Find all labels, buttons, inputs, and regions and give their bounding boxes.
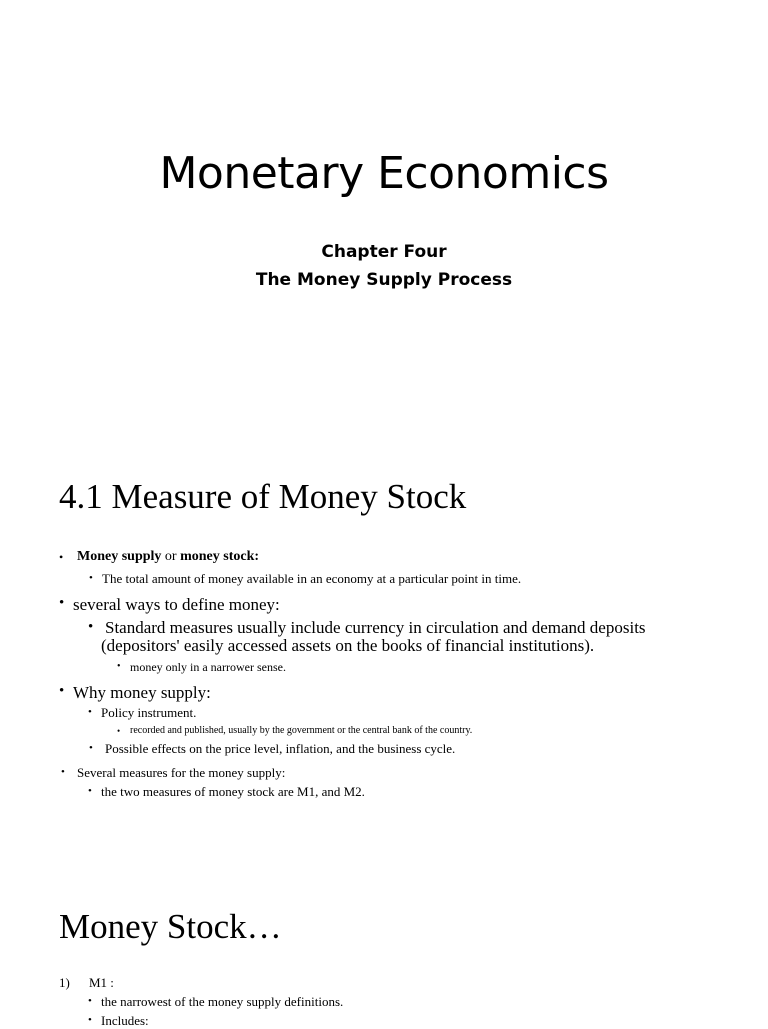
bullet-icon: •: [117, 726, 121, 736]
money-supply-term: Money supply: [77, 549, 162, 564]
narrower-sense-text: money only in a narrower sense.: [130, 660, 286, 674]
standard-measures-line2: (depositors' easily accessed assets on the books of financial institutions).: [101, 636, 595, 655]
slide-title: 4.1 Measure of Money Stock: [59, 477, 467, 516]
narrowest-definition-text: the narrowest of the money supply definitions.: [101, 994, 344, 1009]
or-text: or: [161, 549, 181, 564]
title-slide: [0, 0, 768, 440]
money-stock-slide: [0, 885, 768, 1028]
m1-label: M1 :: [89, 975, 114, 990]
several-measures-text: Several measures for the money supply:: [77, 765, 286, 780]
bullet-icon: •: [89, 572, 93, 584]
why-money-supply-text: Why money supply:: [73, 683, 211, 702]
bullet-icon: •: [59, 550, 64, 564]
bullet-icon: •: [88, 619, 94, 635]
two-measures-text: the two measures of money stock are M1, and M2.: [101, 784, 365, 799]
money-supply-heading: [77, 549, 259, 565]
slide-title: Money Stock…: [59, 907, 282, 946]
money-stock-term: money stock:: [180, 549, 260, 564]
bullet-icon: •: [89, 742, 93, 754]
bullet-icon: •: [117, 661, 121, 672]
chapter-name-subtitle: The Money Supply Process: [255, 270, 513, 290]
bullet-icon: •: [59, 683, 65, 699]
possible-effects-text: Possible effects on the price level, inflation, and the business cycle.: [105, 741, 456, 756]
measure-money-stock-slide: [0, 445, 768, 880]
standard-measures-line1: Standard measures usually include currency in circulation and demand deposits: [105, 618, 646, 637]
bullet-icon: •: [59, 595, 65, 611]
bullet-icon: •: [61, 766, 65, 778]
bullet-icon: •: [88, 785, 92, 797]
total-amount-text: The total amount of money available in an economy at a particular point in time.: [102, 571, 522, 586]
policy-instrument-text: Policy instrument.: [101, 705, 197, 720]
bullet-icon: •: [88, 1014, 92, 1026]
list-number: 1): [59, 975, 70, 990]
bullet-icon: •: [88, 706, 92, 718]
chapter-subtitle: Chapter Four: [321, 242, 447, 262]
presentation-title: Monetary Economics: [159, 148, 609, 199]
bullet-icon: •: [88, 995, 92, 1007]
recorded-published-text: recorded and published, usually by the government or the central bank of the country.: [130, 725, 473, 736]
several-ways-text: several ways to define money:: [73, 595, 280, 614]
includes-text: Includes:: [101, 1013, 149, 1028]
